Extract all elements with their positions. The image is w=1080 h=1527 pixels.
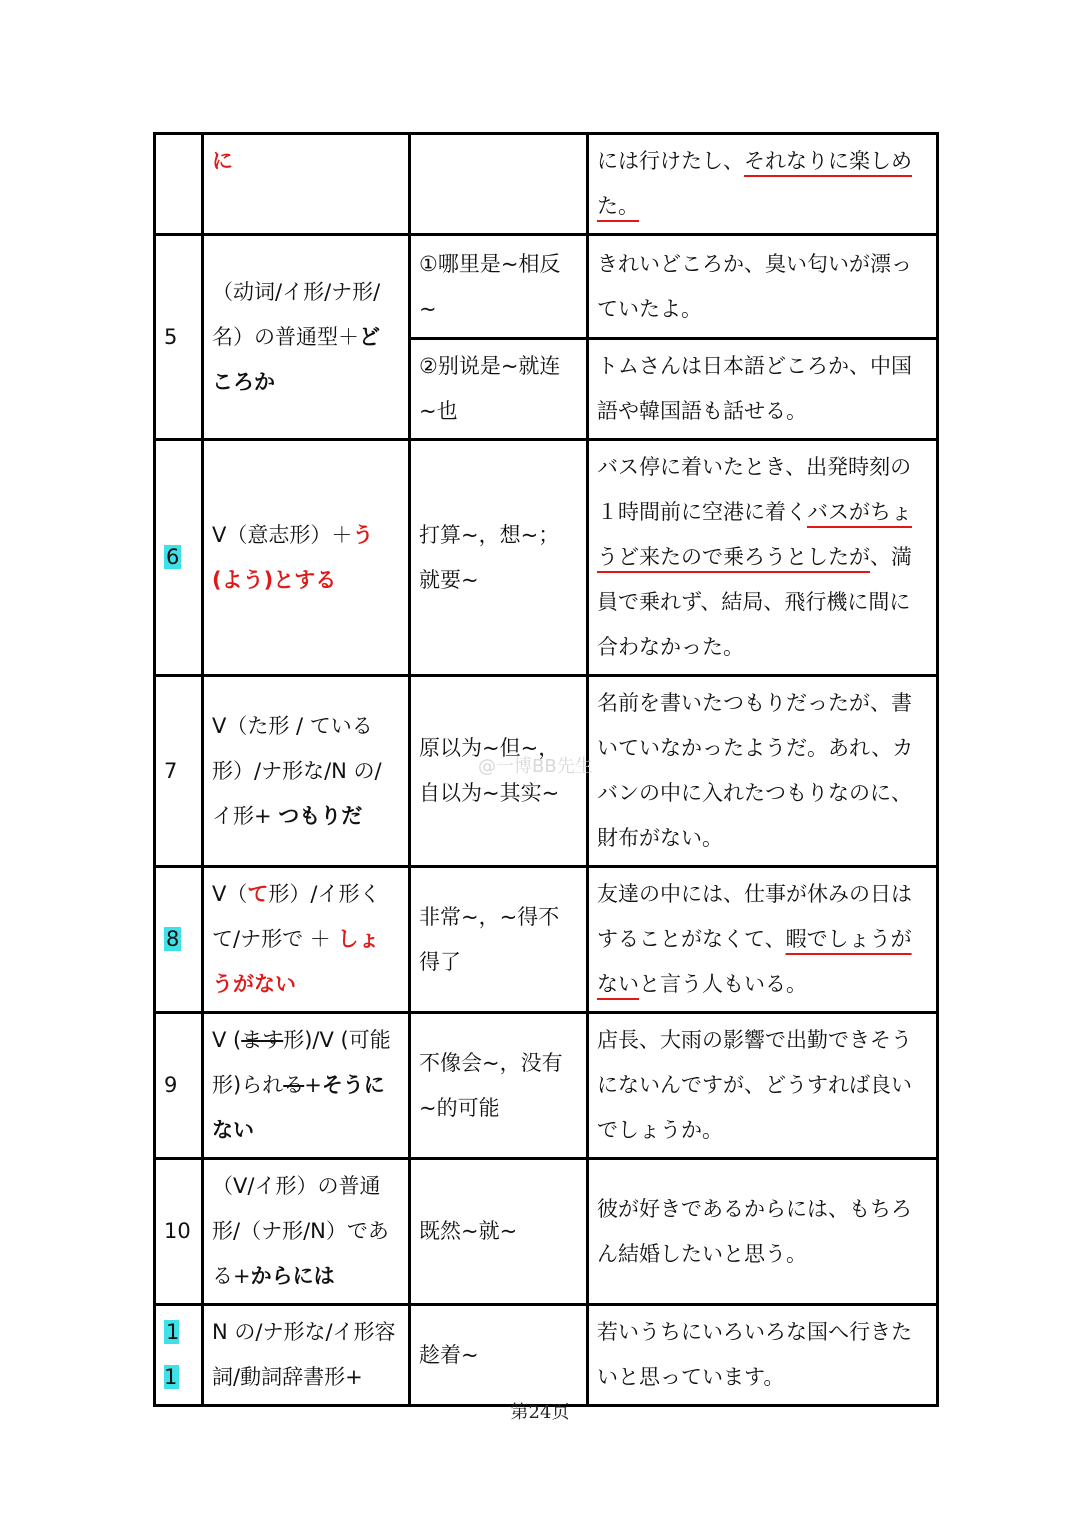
row-number: 10 — [164, 1219, 191, 1243]
example-text: 彼が好きであるからには、もちろん結婚したいと思う。 — [597, 1196, 912, 1266]
example-cell — [588, 676, 938, 867]
row-number: 6 — [166, 545, 180, 569]
table-row — [155, 867, 938, 1013]
pattern-text: V（た形 / ている形）/ナ形な/N の/イ形+ — [212, 713, 382, 828]
table-row — [155, 1013, 938, 1159]
example-text: 、満員で乗れず、結局、飛行機に間に合わなかった。 — [597, 545, 912, 659]
page-number: 第24页 — [510, 1402, 570, 1423]
pattern-keyword: しょうがない — [212, 927, 380, 996]
row-number: 9 — [164, 1073, 178, 1097]
number-cell — [155, 676, 203, 867]
meaning-cell — [410, 1013, 588, 1159]
number-cell — [155, 235, 203, 440]
table-row — [155, 1305, 938, 1406]
meaning-text: 原以为~但~，自以为~其实~ — [419, 736, 560, 805]
number-cell — [155, 1305, 203, 1406]
pattern-text: （V/イ形）の普通形/（ナ形/N）である+ — [212, 1174, 389, 1288]
number-cell — [155, 1159, 203, 1305]
example-text: 若いうちにいろいろな国へ行きたいと思っています。 — [597, 1320, 912, 1389]
example-cell — [588, 1159, 938, 1305]
pattern-cell — [203, 867, 410, 1013]
example-cell — [588, 134, 938, 235]
meaning-text: 不像会~，没有~的可能 — [419, 1050, 563, 1120]
example-text: 友達の中には、仕事が休みの日はすることがなくて、 — [597, 882, 912, 951]
pattern-text: V（ — [212, 882, 248, 906]
row-number: 11 — [164, 1320, 180, 1389]
pattern-keyword: つもりだ — [278, 803, 363, 828]
pattern-text: V（意志形）＋ — [212, 522, 353, 547]
pattern-text: （动词/イ形/ナ形/名）の普通型＋ — [212, 279, 381, 349]
meaning-cell — [410, 867, 588, 1013]
example-underlined: それなりに楽しめた。 — [597, 149, 912, 218]
example-text: トムさんは日本語どころか、中国語や韓国語も話せる。 — [597, 354, 912, 423]
row-number: 8 — [166, 927, 180, 951]
watermark: @一博BB先生 — [478, 756, 593, 777]
example-text: 店長、大雨の影響で出勤できそうにないんですが、どうすれば良いでしょうか。 — [597, 1028, 912, 1142]
pattern-keyword: う(よう)とする — [212, 522, 374, 592]
pattern-text: V ( — [212, 1028, 242, 1052]
table-row — [155, 1159, 938, 1305]
meaning-cell — [410, 339, 588, 440]
pattern-keyword: どころか — [212, 324, 380, 394]
pattern-keyword: からには — [250, 1264, 335, 1288]
pattern-text: 形）/イ形くて/ナ形で ＋ — [212, 882, 381, 951]
example-cell — [588, 440, 938, 676]
meaning-text: ①哪里是~相反~ — [419, 251, 561, 321]
pattern-text: 形)/V (可能形)られ — [212, 1028, 391, 1097]
example-text: と言う人もいる。 — [639, 972, 807, 996]
row-number: 5 — [164, 324, 178, 349]
example-cell — [588, 867, 938, 1013]
pattern-cell — [203, 1305, 410, 1406]
pattern-cell — [203, 676, 410, 867]
example-cell — [588, 235, 938, 339]
row-number: 7 — [164, 758, 178, 783]
pattern-cell — [203, 1159, 410, 1305]
example-text: きれいどころか、臭い匂いが漂っていたよ。 — [597, 251, 912, 321]
pattern-strike: る — [283, 1073, 305, 1097]
example-cell — [588, 339, 938, 440]
meaning-text: ②别说是~就连~也 — [419, 354, 561, 423]
example-text: バス停に着いたとき、出発時刻の１時間前に空港に着く — [597, 455, 912, 524]
example-underlined: 暇でしょうがない — [597, 927, 912, 996]
number-cell — [155, 440, 203, 676]
pattern-cell — [203, 235, 410, 440]
meaning-cell — [410, 1159, 588, 1305]
pattern-text: N の/ナ形な/イ形容詞/動詞辞書形+ — [212, 1320, 396, 1389]
meaning-text: 非常~，~得不得了 — [419, 904, 560, 974]
example-text: には行けたし、 — [597, 149, 744, 173]
table-row — [155, 235, 938, 339]
example-cell — [588, 1305, 938, 1406]
meaning-text: 趁着~ — [419, 1342, 479, 1367]
pattern-text: + — [304, 1073, 322, 1097]
number-cell — [155, 134, 203, 235]
pattern-cell — [203, 440, 410, 676]
meaning-cell — [410, 134, 588, 235]
pattern-strike: ます — [241, 1028, 284, 1052]
example-text: 名前を書いたつもりだったが、書いていなかったようだ。あれ、カバンの中に入れたつもりなのに、財布がない。 — [597, 691, 914, 850]
pattern-cell — [203, 134, 410, 235]
pattern-text: に — [212, 149, 233, 173]
table-row — [155, 440, 938, 676]
pattern-keyword: て — [247, 882, 269, 906]
meaning-cell — [410, 1305, 588, 1406]
pattern-cell — [203, 1013, 410, 1159]
meaning-text: 既然~就~ — [419, 1219, 518, 1243]
example-cell — [588, 1013, 938, 1159]
pattern-keyword: そうにない — [212, 1073, 385, 1142]
meaning-text: 打算~，想~；就要~ — [419, 522, 560, 592]
table-row — [155, 134, 938, 235]
number-cell — [155, 1013, 203, 1159]
meaning-cell — [410, 235, 588, 339]
meaning-cell — [410, 440, 588, 676]
number-cell — [155, 867, 203, 1013]
example-underlined: バスがちょうど来たので乗ろうとしたが — [597, 500, 912, 569]
